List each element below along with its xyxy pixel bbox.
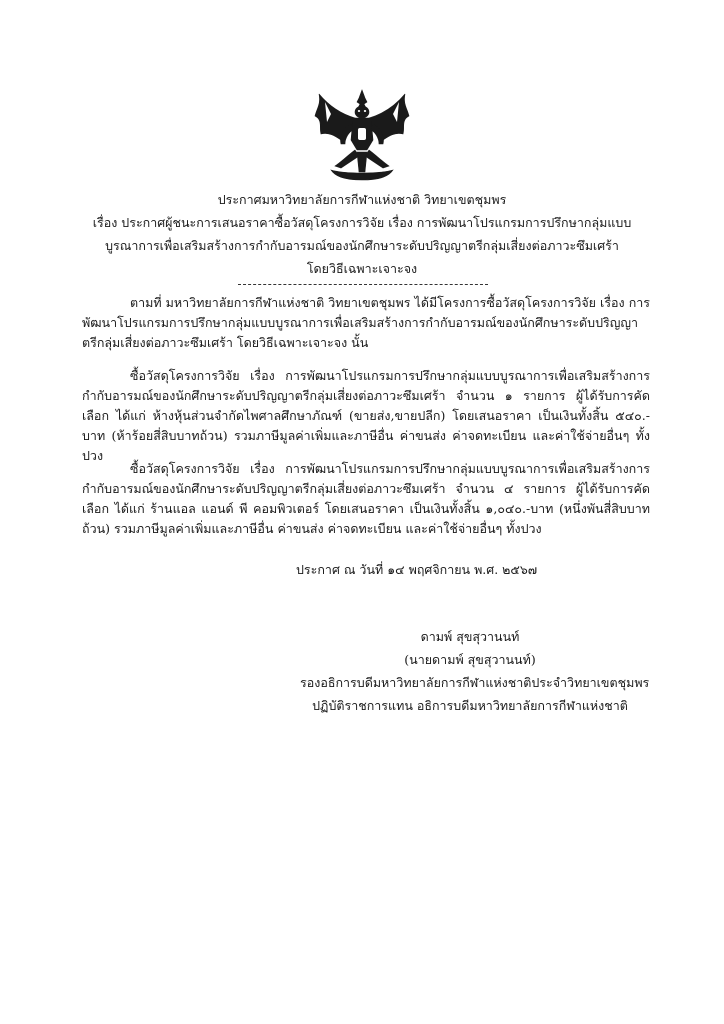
paragraph-award-2: ซื้อวัสดุโครงการวิจัย เรื่อง การพัฒนาโปรแกรมการปรึกษากลุ่มแบบบูรณาการเพื่อเสริมสร้างการกำกับอารมณ์ของนักศึกษาระดับปริญญาตรีกลุ่มเสี่ยงต่อภาวะซึมเศร้า จำนวน ๔ รายการ ผู้ได้รับการคัดเลือก ได้แก่ ร้านแอล แอนด์ พี คอมพิวเตอร์ โดยเสนอราคา เป็นเงินทั้งสิ้น ๑,๐๔๐.-บาท (หนึ่งพันสี่สิบบาทถ้วน) รวมภาษีมูลค่าเพิ่มและภาษีอื่น ค่าขนส่ง ค่าจดทะเบียน และค่าใช้จ่ายอื่นๆ ทั้งปวง <box>82 461 650 536</box>
paragraph-award-1: ซื้อวัสดุโครงการวิจัย เรื่อง การพัฒนาโปรแกรมการปรึกษากลุ่มแบบบูรณาการเพื่อเสริมสร้างการกำกับอารมณ์ของนักศึกษาระดับปริญญาตรีกลุ่มเสี่ยงต่อภาวะซึมเศร้า จำนวน ๑ รายการ ผู้ได้รับการคัดเลือก ได้แก่ ห้างหุ้นส่วนจำกัดไพศาลศึกษาภัณฑ์ (ขายส่ง,ขายปลีก) โดยเสนอราคา เป็นเงินทั้งสิ้น ๕๔๐.-บาท (ห้าร้อยสี่สิบบาทถ้วน) รวมภาษีมูลค่าเพิ่มและภาษีอื่น ค่าขนส่ง ค่าจดทะเบียน และค่าใช้จ่ายอื่นๆ ทั้งปวง <box>82 368 650 463</box>
signatory-position: รองอธิการบดีมหาวิทยาลัยการกีฬาแห่งชาติประจำวิทยาเขตชุมพร <box>300 675 650 690</box>
signatory-acting-title: ปฏิบัติราชการแทน อธิการบดีมหาวิทยาลัยการกีฬาแห่งชาติ <box>312 698 628 713</box>
signature-name: ดามพ์ สุขสุวานนท์ <box>420 629 520 644</box>
printed-name: (นายดามพ์ สุขสุวานนท์) <box>404 652 536 667</box>
subject-line-3: โดยวิธีเฉพาะเจาะจง <box>306 261 418 276</box>
subject-line-1: เรื่อง ประกาศผู้ชนะการเสนอราคาซื้อวัสดุโครงการวิจัย เรื่อง การพัฒนาโปรแกรมการปรึกษากลุ่มแบบ <box>92 215 632 230</box>
paragraph-intro: ตามที่ มหาวิทยาลัยการกีฬาแห่งชาติ วิทยาเขตชุมพร ได้มีโครงการซื้อวัสดุโครงการวิจัย เรื่อง การพัฒนาโปรแกรมการปรึกษากลุ่มแบบบูรณาการเพื่อเสริมสร้างการกำกับอารมณ์ของนักศึกษาระดับปริญญาตรีกลุ่มเสี่ยงต่อภาวะซึมเศร้า โดยวิธีเฉพาะเจาะจง นั้น <box>82 295 650 350</box>
garuda-emblem-icon <box>311 88 413 182</box>
announcement-date: ประกาศ ณ วันที่ ๑๔ พฤศจิกายน พ.ศ. ๒๕๖๗ <box>296 562 538 577</box>
subject-line-2: บูรณาการเพื่อเสริมสร้างการกำกับอารมณ์ของนักศึกษาระดับปริญญาตรีกลุ่มเสี่ยงต่อภาวะซึมเศร้า <box>105 238 619 253</box>
announcement-title: ประกาศมหาวิทยาลัยการกีฬาแห่งชาติ วิทยาเขตชุมพร <box>217 192 507 207</box>
divider-line <box>238 284 488 285</box>
